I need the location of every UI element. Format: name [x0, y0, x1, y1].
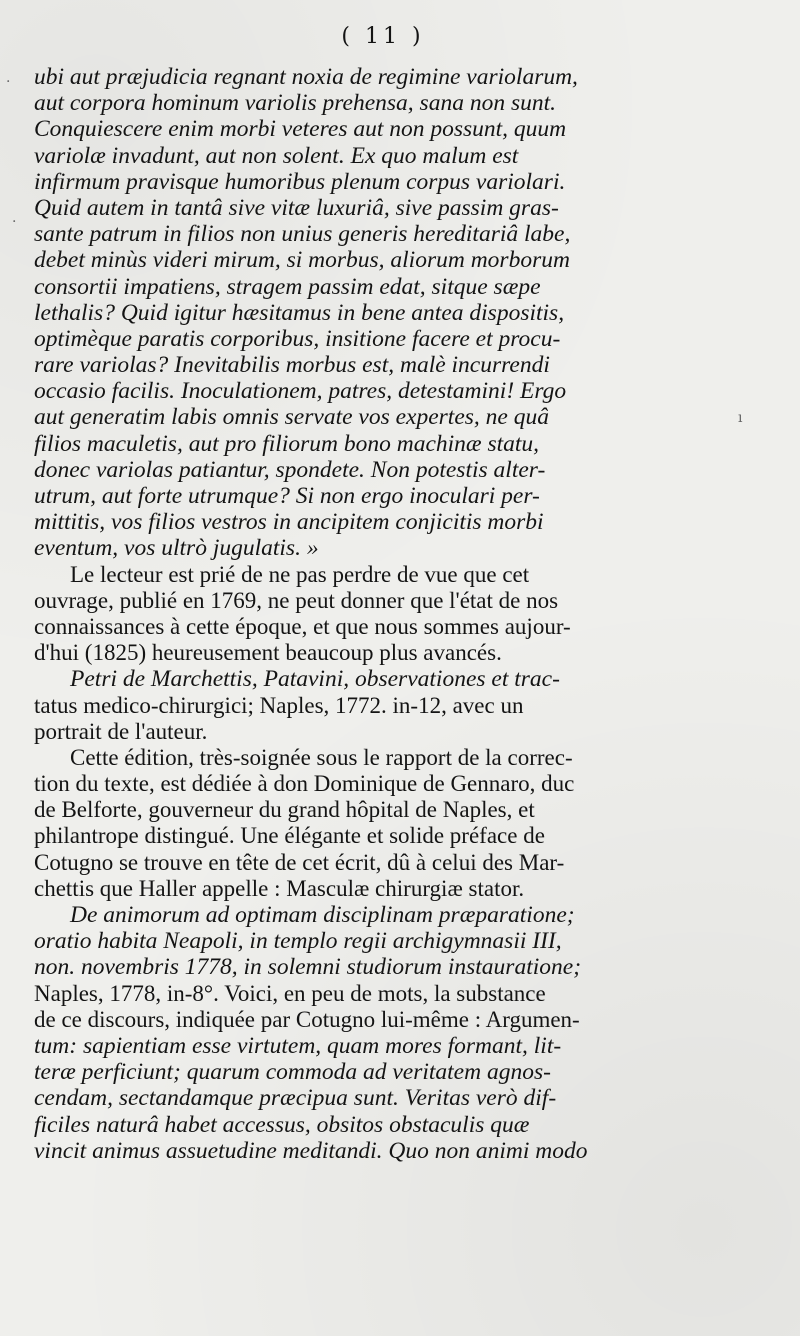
text-line: donec variolas patiantur, spondete. Non potestis alter- — [34, 456, 546, 483]
text-line: ficiles naturâ habet accessus, obsitos obstaculis quæ — [34, 1111, 530, 1138]
text-line: debet minùs videri mirum, si morbus, aliorum morborum — [34, 247, 570, 274]
text-line: aut generatim labis omnis servate vos expertes, ne quâ — [34, 404, 549, 431]
text-line: cendam, sectandamque præcipua sunt. Veritas verò dif- — [34, 1085, 557, 1112]
text-line: chettis que Haller appelle : Masculæ chirurgiæ stator. — [34, 875, 525, 901]
text-line: ubi aut præjudicia regnant noxia de regimine variolarum, — [34, 64, 578, 90]
text-line: ouvrage, publié en 1769, ne peut donner que l'état de nos — [34, 587, 559, 613]
text-line: variolæ invadunt, aut non solent. Ex quo malum est — [34, 142, 519, 169]
text-line: De animorum ad optimam disciplinam præparatione; — [70, 902, 575, 928]
text-line: tatus medico-chirurgici; Naples, 1772. in-12, avec un — [34, 692, 524, 718]
margin-mark: ı — [738, 410, 743, 426]
text-line: lethalis? Quid igitur hæsitamus in bene antea dispositis, — [34, 299, 565, 326]
text-line: non. novembris 1778, in solemni studiorum instauratione; — [34, 954, 582, 981]
text-line: Le lecteur est prié de ne pas perdre de vue que cet — [70, 561, 530, 587]
text-line: infirmum pravisque humoribus plenum corpus variolari. — [34, 168, 566, 195]
text-line: mittitis, vos filios vestros in ancipitem conjicitis morbi — [34, 509, 544, 536]
text-line: consortii impatiens, stragem passim edat, sitque sæpe — [34, 273, 541, 300]
text-line: aut corpora hominum variolis prehensa, sana non sunt. — [34, 90, 557, 117]
margin-mark: · — [6, 74, 11, 90]
text-line: de ce discours, indiquée par Cotugno lui-même : Argumen- — [34, 1006, 580, 1032]
text-line: tum: sapientiam esse virtutem, quam mores formant, lit- — [34, 1032, 562, 1059]
page-body-text — [34, 64, 704, 1164]
text-line: Petri de Marchettis, Patavini, observationes et trac- — [70, 666, 560, 693]
text-line: Conquiescere enim morbi veteres aut non possunt, quum — [34, 116, 567, 143]
text-line: oratio habita Neapoli, in templo regii archigymnasii III, — [34, 928, 562, 955]
text-line: rare variolas? Inevitabilis morbus est, malè incurrendi — [34, 352, 550, 379]
text-line: Naples, 1778, in-8°. Voici, en peu de mots, la substance — [34, 980, 546, 1006]
text-line: sante patrum in filios non unius generis hereditariâ labe, — [34, 221, 571, 248]
text-line: occasio facilis. Inoculationem, patres, detestamini! Ergo — [34, 378, 567, 405]
page-number: ( 11 ) — [341, 24, 425, 49]
text-line: eventum, vos ultrò jugulatis. » — [34, 535, 319, 562]
text-line: portrait de l'auteur. — [34, 718, 208, 744]
margin-mark: · — [12, 214, 17, 230]
text-line: philantrope distingué. Une élégante et solide préface de — [34, 823, 545, 849]
text-line: utrum, aut forte utrumque? Si non ergo inoculari per- — [34, 483, 540, 509]
text-line: connaissances à cette époque, et que nous sommes aujour- — [34, 613, 571, 639]
text-line: Quid autem in tantâ sive vitæ luxuriâ, sive passim gras- — [34, 194, 559, 221]
text-line: de Belforte, gouverneur du grand hôpital de Naples, et — [34, 797, 535, 823]
text-line: d'hui (1825) heureusement beaucoup plus avancés. — [34, 640, 502, 666]
text-line: Cette édition, très-soignée sous le rapport de la correc- — [70, 744, 573, 770]
text-line: tion du texte, est dédiée à don Dominique de Gennaro, duc — [34, 771, 575, 797]
text-line: vincit animus assuetudine meditandi. Quo non animi modo — [34, 1137, 588, 1164]
text-line: Cotugno se trouve en tête de cet écrit, dû à celui des Mar- — [34, 849, 565, 875]
text-line: filios maculetis, aut pro filiorum bono machinæ statu, — [34, 430, 540, 457]
text-line: optimèque paratis corporibus, insitione facere et procu- — [34, 325, 561, 352]
text-line: teræ perficiunt; quarum commoda ad veritatem agnos- — [34, 1059, 551, 1086]
